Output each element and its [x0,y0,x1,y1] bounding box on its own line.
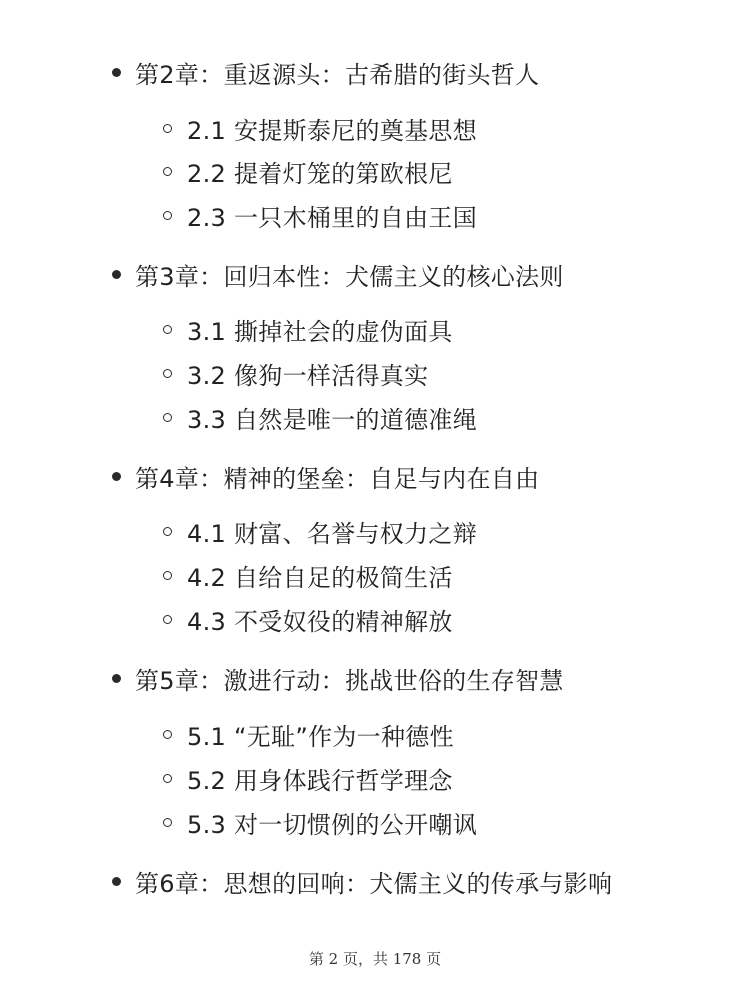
section-title: 2.2 提着灯笼的第欧根尼 [187,159,453,188]
hollow-bullet-icon [163,211,172,220]
section-item [163,716,454,752]
hollow-bullet-icon [163,369,172,378]
section-title: 5.1 “无耻”作为一种德性 [187,722,454,751]
hollow-bullet-icon [163,571,172,580]
bullet-icon [112,877,121,886]
section-item [163,311,453,347]
section-item [163,804,477,840]
bullet-icon [112,472,121,481]
section-title: 2.3 一只木桶里的自由王国 [187,203,477,232]
section-title: 2.1 安提斯泰尼的奠基思想 [187,116,477,145]
hollow-bullet-icon [163,325,172,334]
section-item [163,399,477,435]
section-item [163,355,428,391]
chapter-item [112,456,539,496]
section-item [163,110,477,146]
hollow-bullet-icon [163,413,172,422]
chapter-title: 第4章：精神的堡垒：自足与内在自由 [135,464,540,493]
section-item [163,153,453,189]
page-number-footer: 第 2 页，共 178 页 [308,950,442,968]
hollow-bullet-icon [163,774,172,783]
hollow-bullet-icon [163,730,172,739]
hollow-bullet-icon [163,527,172,536]
hollow-bullet-icon [163,167,172,176]
chapter-title: 第5章：激进行动：挑战世俗的生存智慧 [135,666,564,695]
chapter-item [112,254,564,294]
hollow-bullet-icon [163,615,172,624]
section-title: 5.3 对一切惯例的公开嘲讽 [187,810,477,839]
section-item [163,513,477,549]
bullet-icon [112,270,121,279]
chapter-item [112,52,539,92]
bullet-icon [112,674,121,683]
section-title: 3.2 像狗一样活得真实 [187,361,429,390]
chapter-title: 第3章：回归本性：犬儒主义的核心法则 [135,262,564,291]
bullet-icon [112,68,121,77]
hollow-bullet-icon [163,818,172,827]
chapter-title: 第2章：重返源头：古希腊的街头哲人 [135,60,540,89]
chapter-title: 第6章：思想的回响：犬儒主义的传承与影响 [135,869,613,898]
section-title: 4.3 不受奴役的精神解放 [187,607,453,636]
section-title: 3.3 自然是唯一的道德准绳 [187,405,477,434]
section-title: 4.2 自给自足的极简生活 [187,563,453,592]
hollow-bullet-icon [163,124,172,133]
section-title: 3.1 撕掉社会的虚伪面具 [187,317,453,346]
section-title: 5.2 用身体践行哲学理念 [187,766,453,795]
section-item [163,197,477,233]
chapter-item [112,658,564,698]
section-item [163,760,453,796]
section-item [163,557,453,593]
chapter-item [112,861,612,901]
section-title: 4.1 财富、名誉与权力之辩 [187,519,477,548]
section-item [163,601,453,637]
